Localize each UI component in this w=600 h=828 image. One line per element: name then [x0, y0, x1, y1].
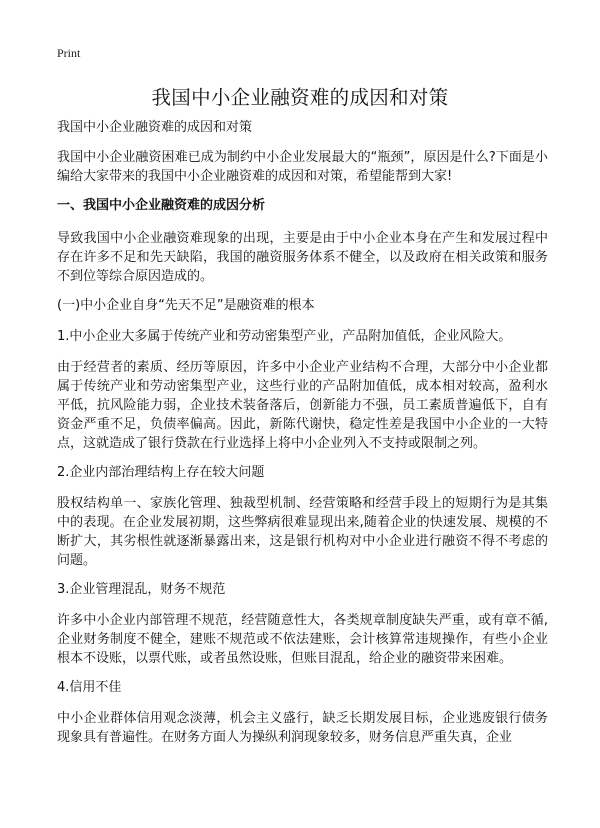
point-paragraph: 股权结构单一、家族化管理、独裁型机制、经营策略和经营手段上的短期行为是其集中的表现。在企业发展初期，这些弊病很难显现出来,随着企业的快速发展、规模的不断扩大，其劣根性就逐渐暴露出来，这是银行机构对中小企业进行融资不得不考虑的问题。	[57, 496, 548, 568]
point-paragraph: 中小企业群体信用观念淡薄，机会主义盛行，缺乏长期发展目标，企业逃废银行债务现象具有普遍性。在财务方面人为操纵利润现象较多，财务信息严重失真，企业	[57, 711, 548, 745]
point-heading: 4.信用不佳	[57, 680, 122, 695]
print-link[interactable]: Print	[57, 46, 81, 60]
article-body	[57, 118, 548, 757]
point-paragraph: 许多中小企业内部管理不规范，经营随意性大，各类规章制度缺失严重，或有章不循,企业财务制度不健全，建账不规范或不依法建账，会计核算常违规操作，有些小企业根本不设账，以票代账，或者虽然设账，但账目混乱，给企业的融资带来困难。	[57, 613, 548, 666]
intro-paragraph: 我国中小企业融资困难已成为制约中小企业发展最大的“瓶颈”，原因是什么?下面是小编给大家带来的我国中小企业融资难的成因和对策，希望能帮到大家!	[57, 150, 548, 184]
section-heading: 一、我国中小企业融资难的成因分析	[57, 198, 266, 213]
section-intro-paragraph: 导致我国中小企业融资难现象的出现，主要是由于中小企业本身在产生和发展过程中存在许多不足和先天缺陷，我国的融资服务体系不健全，以及政府在相关政策和服务不到位等综合原因造成的。	[57, 231, 548, 284]
point-heading: 2.企业内部治理结构上存在较大问题	[57, 465, 265, 480]
point-heading: 1.中小企业大多属于传统产业和劳动密集型产业，产品附加值低，企业风险大。	[57, 329, 512, 344]
point-paragraph: 由于经营者的素质、经历等原因，许多中小企业产业结构不合理，大部分中小企业都属于传统产业和劳动密集型产业，这些行业的产品附加值低，成本相对较高，盈利水平低，抗风险能力弱，企业技术装备落后，创新能力不强，员工素质普遍低下，自有资金严重不足，负债率偏高。因此，新陈代谢快，稳定性差是我国中小企业的一大特点，这就造成了银行贷款在行业选择上将中小企业列入不支持或限制之列。	[57, 360, 548, 451]
subsection-heading: (一)中小企业自身“先天不足”是融资难的根本	[57, 298, 315, 313]
page-title: 我国中小企业融资难的成因和对策	[151, 86, 449, 109]
point-heading: 3.企业管理混乱，财务不规范	[57, 582, 226, 597]
article-subtitle: 我国中小企业融资难的成因和对策	[57, 120, 253, 135]
